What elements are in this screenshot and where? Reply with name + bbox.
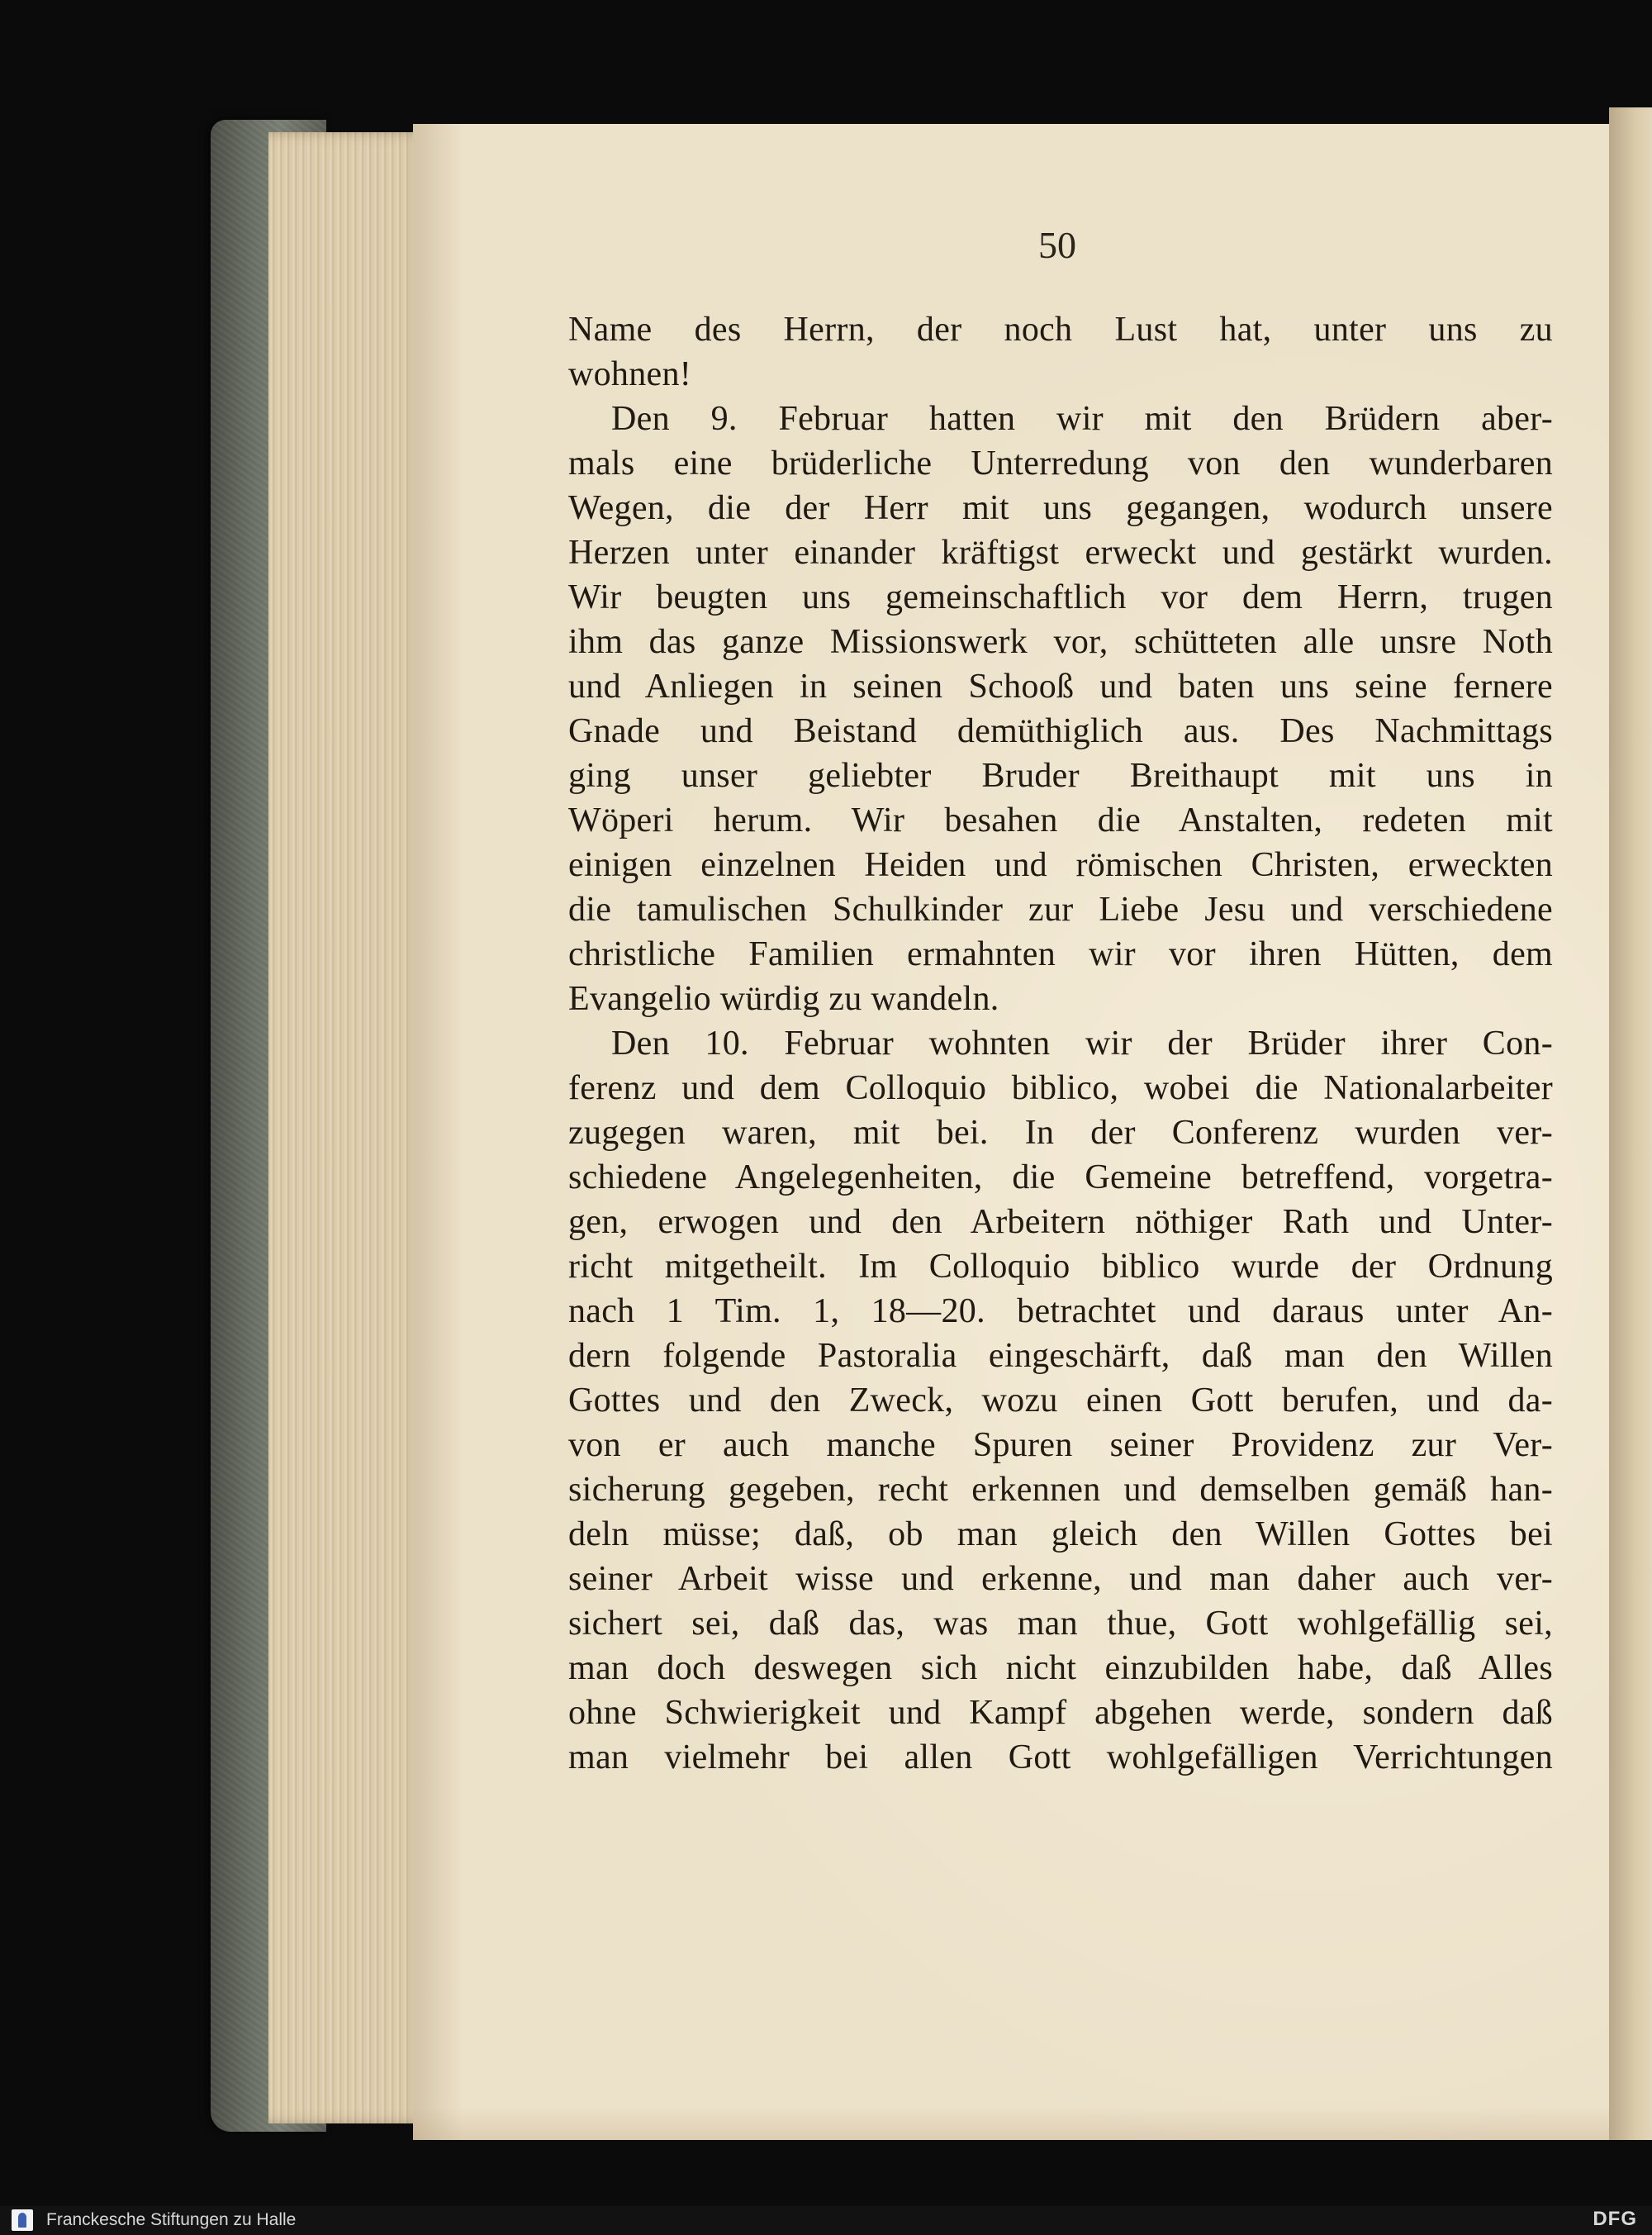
text-line: Gnade und Beistand demüthiglich aus. Des Nachmittags	[568, 712, 1553, 750]
institution-logo-icon	[12, 2209, 33, 2231]
text-line: ging unser geliebter Bruder Breithaupt mit uns in	[568, 757, 1553, 795]
text-line: Wegen, die der Herr mit uns gegangen, wodurch unsere	[568, 489, 1553, 527]
text-line: Den 10. Februar wohnten wir der Brüder ihrer Con-	[611, 1025, 1553, 1063]
text-line: ohne Schwierigkeit und Kampf abgehen werde, sondern daß	[568, 1694, 1553, 1732]
text-line: christliche Familien ermahnten wir vor ihren Hütten, dem	[568, 935, 1553, 973]
text-line: sichert sei, daß das, was man thue, Gott wohlgefällig sei,	[568, 1605, 1553, 1643]
text-line: ihm das ganze Missionswerk vor, schütteten alle unsre Noth	[568, 623, 1553, 661]
text-line: man doch deswegen sich nicht einzubilden habe, daß Alles	[568, 1649, 1553, 1687]
institution-credit: Franckesche Stiftungen zu Halle	[46, 2210, 297, 2229]
text-line: mals eine brüderliche Unterredung von den wunderbaren	[568, 445, 1553, 483]
text-line: nach 1 Tim. 1, 18—20. betrachtet und daraus unter An-	[568, 1292, 1553, 1330]
text-line: wohnen!	[568, 355, 692, 393]
page-number: 50	[1038, 224, 1076, 266]
text-line: man vielmehr bei allen Gott wohlgefälligen Verrichtungen	[568, 1738, 1553, 1776]
text-line: Herzen unter einander kräftigst erweckt und gestärkt wurden.	[568, 534, 1553, 572]
facing-page-edge	[1609, 107, 1652, 2140]
text-line: deln müsse; daß, ob man gleich den Willen Gottes bei	[568, 1515, 1553, 1553]
text-line: gen, erwogen und den Arbeitern nöthiger Rath und Unter-	[568, 1203, 1553, 1241]
text-line: Wöperi herum. Wir besahen die Anstalten, redeten mit	[568, 801, 1553, 839]
page-edges	[268, 132, 425, 2123]
text-line: richt mitgetheilt. Im Colloquio biblico wurde der Ordnung	[568, 1248, 1553, 1286]
text-line: Wir beugten uns gemeinschaftlich vor dem Herrn, trugen	[568, 578, 1553, 616]
page-text	[568, 307, 1553, 1780]
text-line: und Anliegen in seinen Schooß und baten uns seine fernere	[568, 668, 1553, 706]
text-line: schiedene Angelegenheiten, die Gemeine betreffend, vorgetra-	[568, 1158, 1553, 1196]
text-line: Name des Herrn, der noch Lust hat, unter uns zu	[568, 311, 1553, 349]
text-line: seiner Arbeit wisse und erkenne, und man daher auch ver-	[568, 1560, 1553, 1598]
dfg-logo: DFG	[1593, 2208, 1637, 2230]
text-line: ferenz und dem Colloquio biblico, wobei die Nationalarbeiter	[568, 1069, 1553, 1107]
text-line: Den 9. Februar hatten wir mit den Brüdern aber-	[611, 400, 1553, 438]
text-line: Gottes und den Zweck, wozu einen Gott berufen, und da-	[568, 1381, 1553, 1419]
text-line: die tamulischen Schulkinder zur Liebe Jesu und verschiedene	[568, 891, 1553, 929]
text-line: sicherung gegeben, recht erkennen und demselben gemäß han-	[568, 1471, 1553, 1509]
text-line: zugegen waren, mit bei. In der Conferenz wurden ver-	[568, 1114, 1553, 1152]
text-line: dern folgende Pastoralia eingeschärft, daß man den Willen	[568, 1337, 1553, 1375]
text-line: einigen einzelnen Heiden und römischen Christen, erweckten	[568, 846, 1553, 884]
text-line: von er auch manche Spuren seiner Providenz zur Ver-	[568, 1426, 1553, 1464]
text-line: Evangelio würdig zu wandeln.	[568, 980, 999, 1018]
